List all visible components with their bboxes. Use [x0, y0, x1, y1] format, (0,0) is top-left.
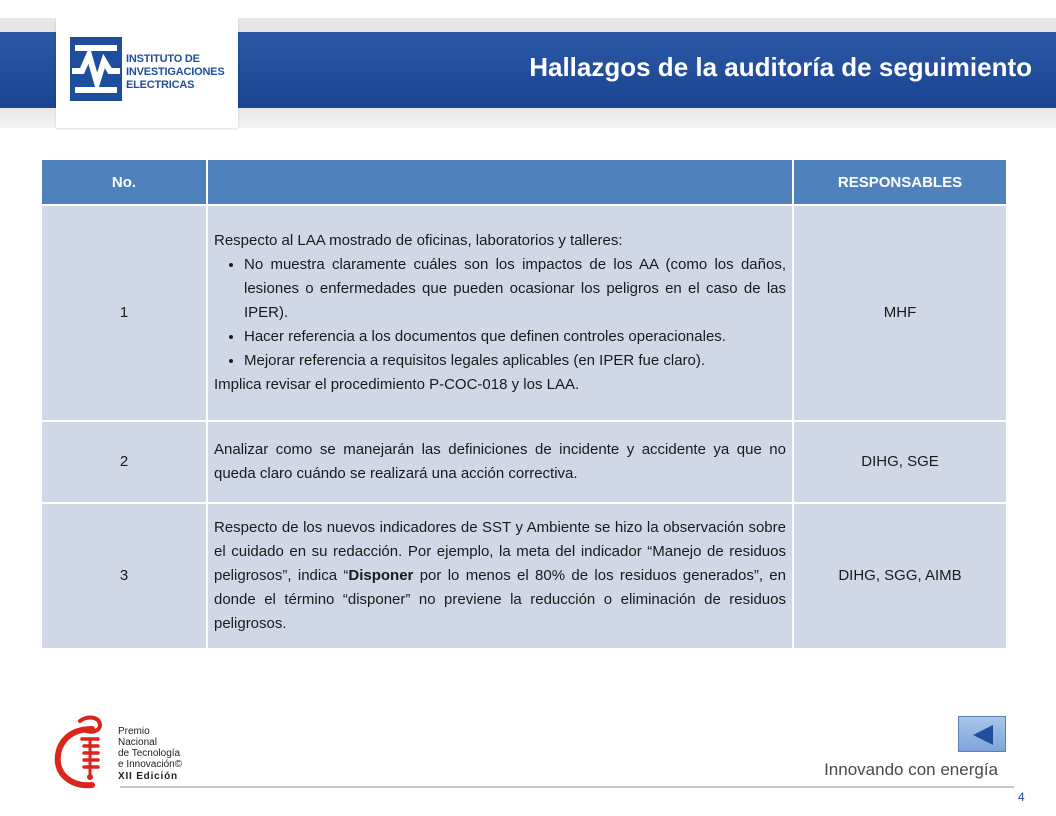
footer-divider	[120, 786, 1014, 788]
row-text-before: Respecto de los nuevos indicadores de SST y Ambiente se hizo la observación sobre el cuidado en su redacción. Por ejemplo, la meta del indicador “Manejo de residuos peligrosos”, indica “	[214, 519, 786, 584]
column-header-description	[207, 159, 793, 205]
table-row	[41, 421, 1007, 503]
bullet-item: • Hacer referencia a los documentos que definen controles operacionales.	[244, 325, 786, 349]
table-row	[41, 503, 1007, 649]
bullet-item: • Mejorar referencia a requisitos legales aplicables (en IPER fue claro).	[244, 349, 786, 373]
row-text-after: por lo menos el 80% de los residuos generados”, en donde el término “disponer” no previene la reducción o eliminación de residuos peligrosos.	[214, 567, 786, 632]
iie-logo-text	[126, 53, 236, 92]
column-header-number: No.	[41, 159, 207, 205]
row-intro: Respecto al LAA mostrado de oficinas, laboratorios y talleres:	[214, 232, 623, 249]
page-number: 4	[1018, 790, 1025, 804]
table-header-row	[41, 159, 1007, 205]
tagline: Innovando con energía	[824, 760, 998, 779]
header-blue-bar-left	[0, 32, 56, 108]
iie-logo-mark-icon	[70, 37, 122, 101]
row-outro: Implica revisar el procedimiento P-COC-018 y los LAA.	[214, 376, 580, 393]
premio-line: de Tecnología	[118, 748, 181, 759]
row-description	[207, 205, 793, 421]
findings-table	[40, 158, 1008, 650]
premio-line: Nacional	[118, 737, 157, 748]
row-number: 3	[41, 503, 207, 649]
premio-edicion: XII Edición	[118, 771, 178, 782]
logo-line: ELECTRICAS	[126, 79, 195, 91]
back-button[interactable]	[958, 716, 1006, 752]
row-number: 1	[41, 205, 207, 421]
premio-logo-icon	[52, 713, 122, 789]
bullet-list	[214, 253, 786, 373]
iie-logo	[56, 18, 238, 128]
column-header-responsables: RESPONSABLES	[793, 159, 1007, 205]
left-triangle-icon	[971, 724, 995, 746]
bullet-item: • No muestra claramente cuáles son los impactos de los AA (como los daños, lesiones o enfermedades que pueden ocasionar los peligros en el caso de las IPER).	[244, 253, 786, 325]
logo-line: INVESTIGACIONES	[126, 66, 225, 78]
page-title: Hallazgos de la auditoría de seguimiento	[529, 52, 1032, 82]
row-number: 2	[41, 421, 207, 503]
premio-line: Premio	[118, 726, 150, 737]
row-description	[207, 503, 793, 649]
row-description: Analizar como se manejarán las definiciones de incidente y accidente ya que no queda claro cuándo se realizará una acción correctiva.	[207, 421, 793, 503]
premio-logo-text	[118, 726, 208, 782]
logo-line: INSTITUTO DE	[126, 53, 200, 65]
row-responsables: MHF	[793, 205, 1007, 421]
row-responsables: DIHG, SGG, AIMB	[793, 503, 1007, 649]
row-text-bold: Disponer	[348, 567, 414, 584]
table-row	[41, 205, 1007, 421]
premio-line: e Innovación©	[118, 759, 183, 770]
row-responsables: DIHG, SGE	[793, 421, 1007, 503]
